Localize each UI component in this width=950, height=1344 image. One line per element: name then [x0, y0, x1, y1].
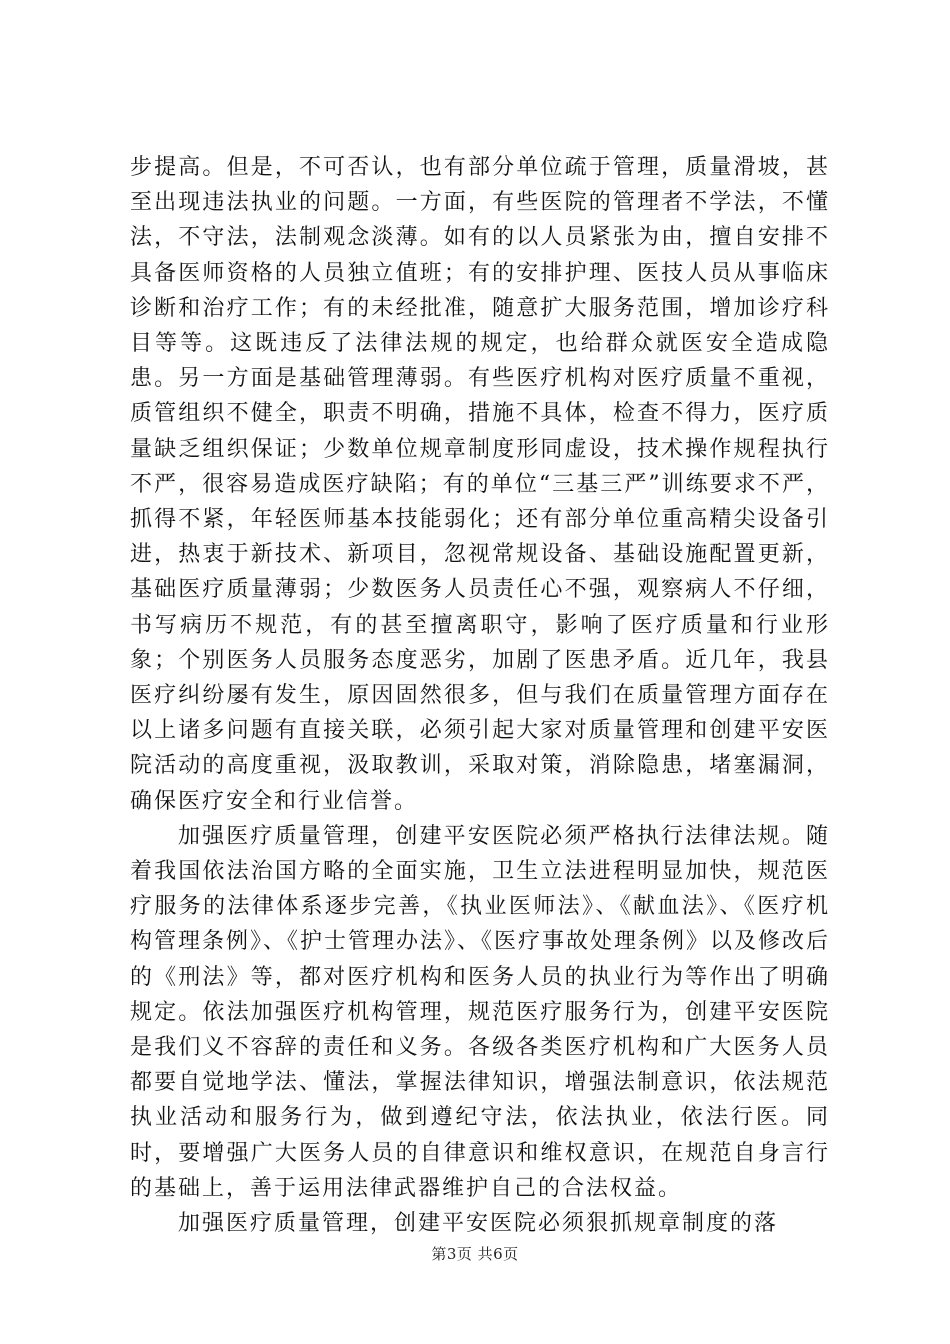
body-text — [130, 150, 830, 1241]
paragraph-3: 加强医疗质量管理，创建平安医院必须狠抓规章制度的落 — [178, 1211, 779, 1237]
page-footer: 第3页 共6页 — [431, 1245, 519, 1263]
paragraph-1: 步提高。但是，不可否认，也有部分单位疏于管理，质量滑坡，甚至出现违法执业的问题。一方面，有些医院的管理者不学法，不懂法，不守法，法制观念淡薄。如有的以人员紧张为由，擅自安排不具备医师资格的人员独立值班；有的安排护理、医技人员从事临床诊断和治疗工作；有的未经批准，随意扩大服务范围，增加诊疗科目等等。这既违反了法律法规的规定，也给群众就医安全造成隐患。另一方面是基础管理薄弱。有些医疗机构对医疗质量不重视，质管组织不健全，职责不明确，措施不具体，检查不得力，医疗质量缺乏组织保证；少数单位规章制度形同虚设，技术操作规程执行不严，很容易造成医疗缺陷；有的单位“三基三严”训练要求不严，抓得不紧，年轻医师基本技能弱化；还有部分单位重高精尖设备引进，热衷于新技术、新项目，忽视常规设备、基础设施配置更新，基础医疗质量薄弱；少数医务人员责任心不强，观察病人不仔细，书写病历不规范，有的甚至擅离职守，影响了医疗质量和行业形象；个别医务人员服务态度恶劣，加剧了医患矛盾。近几年，我县医疗纠纷屡有发生，原因固然很多，但与我们在质量管理方面存在以上诸多问题有直接关联，必须引起大家对质量管理和创建平安医院活动的高度重视，汲取教训，采取对策，消除隐患，堵塞漏洞，确保医疗安全和行业信誉。 — [130, 155, 830, 814]
paragraph-2: 加强医疗质量管理，创建平安医院必须严格执行法律法规。随着我国依法治国方略的全面实施，卫生立法进程明显加快，规范医疗服务的法律体系逐步完善，《执业医师法》、《献血法》、《医疗机构管理条例》、《护士管理办法》、《医疗事故处理条例》以及修改后的《刑法》等，都对医疗机构和医务人员的执业行为等作出了明确规定。依法加强医疗机构管理，规范医疗服务行为，创建平安医院是我们义不容辞的责任和义务。各级各类医疗机构和广大医务人员都要自觉地学法、懂法，掌握法律知识，增强法制意识，依法规范执业活动和服务行为，做到遵纪守法，依法执业，依法行医。同时，要增强广大医务人员的自律意识和维权意识，在规范自身言行的基础上，善于运用法律武器维护自己的合法权益。 — [130, 823, 831, 1201]
